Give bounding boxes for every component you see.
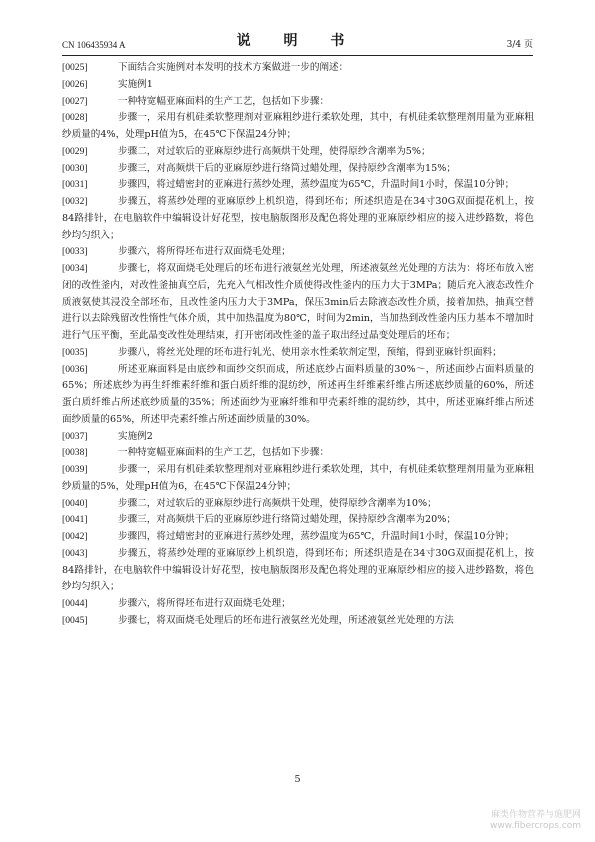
doc-number: CN 106435934 A xyxy=(62,40,126,50)
page-info: 3/4 页 xyxy=(506,40,533,50)
paragraph-text: 一种特宽幅亚麻面料的生产工艺，包括如下步骤： xyxy=(118,447,330,459)
paragraph-number: [0039] xyxy=(62,464,88,475)
paragraph-text: 步骤三，对高频烘干后的亚麻原纱进行络筒过蜡处理，保持原纱含潮率为15%； xyxy=(118,162,456,174)
paragraph-number: [0040] xyxy=(62,497,88,509)
paragraph xyxy=(62,77,534,94)
paragraph-number: [0034] xyxy=(62,263,88,274)
paragraph xyxy=(62,60,534,77)
paragraph xyxy=(62,345,534,362)
paragraph-text: 步骤五，将蒸纱处理的亚麻原纱上机织造，得到坯布；所述织造是在34寸30G双面提花机上，按84路排针，在电脑软件中编辑设计好花型，按电脑版图形及配色将处理的亚麻原纱相应的接入进纱路数，将色纱均匀织入； xyxy=(62,547,534,593)
paragraph xyxy=(62,496,534,513)
paragraph-text: 步骤三，对高频烘干后的亚麻原纱进行络筒过蜡处理，保持原纱含潮率为20%； xyxy=(118,514,456,526)
paragraph-number: [0035] xyxy=(62,346,88,358)
paragraph-text: 步骤二，对过软后的亚麻原纱进行高频烘干处理，使得原纱含潮率为5%； xyxy=(118,145,431,157)
paragraph-number: [0028] xyxy=(62,112,88,124)
watermark xyxy=(490,810,581,832)
paragraph-number: [0037] xyxy=(62,430,88,442)
paragraph-text: 步骤四，将过蜡密封的亚麻进行蒸纱处理，蒸纱温度为65℃，升温时间1小时，保温10分钟； xyxy=(118,179,515,191)
paragraph-text: 实施例1 xyxy=(118,78,153,90)
watermark-url: www.fibercrops.com xyxy=(490,821,581,831)
header-divider xyxy=(62,55,533,56)
paragraph-text: 步骤四，将过蜡密封的亚麻进行蒸纱处理，蒸纱温度为65℃，升温时间1小时，保温10分钟； xyxy=(118,531,515,542)
paragraph xyxy=(62,144,534,161)
paragraph xyxy=(62,244,534,261)
page-number: 5 xyxy=(294,774,301,785)
paragraph xyxy=(62,546,534,596)
paragraph-text: 下面结合实施例对本发明的技术方案做进一步的阐述： xyxy=(118,62,349,73)
paragraph xyxy=(62,362,534,429)
paragraph xyxy=(62,462,534,496)
paragraph xyxy=(62,596,534,613)
paragraph-number: [0031] xyxy=(62,179,88,191)
paragraph-text: 步骤六，将所得坯布进行双面烧毛处理； xyxy=(118,598,291,609)
document-body xyxy=(62,60,534,630)
paragraph-text: 步骤七，将双面烧毛处理后的坯布进行液氨丝光处理，所述液氨丝光处理的方法为：将坯布放入密闭的改性釜内，对改性釜抽真空后，先充入气相改性介质使得改性釜内的压力大于3MPa；随后充入液态改性介质液氨使其浸没全部坯布，且改性釜内压力大于3MPa，保压3min后去除液态改性介质，接着加热，抽真空替进行以去除残留改性惰性气体介质，其中加热温度为80℃，时间为2min，当加热到改性釜内压力基本不增加时进行气压平衡，至此晶变改性处理结束，打开密闭改性釜的盖子取出经过晶变处理后的坯布； xyxy=(62,263,534,341)
paragraph xyxy=(62,177,534,194)
paragraph-number: [0036] xyxy=(62,363,88,375)
paragraph-text: 步骤八，将丝光处理的坯布进行轧光、使用亲水性柔软剂定型，预缩，得到亚麻针织面料； xyxy=(118,346,502,358)
paragraph-number: [0025] xyxy=(62,62,88,73)
paragraph xyxy=(62,613,534,630)
doc-title: 说 明 书 xyxy=(236,33,359,49)
paragraph-number: [0045] xyxy=(62,614,88,626)
paragraph-text: 步骤六，将所得坯布进行双面烧毛处理； xyxy=(118,246,291,258)
paragraph-number: [0043] xyxy=(62,547,88,559)
paragraph-number: [0041] xyxy=(62,514,88,526)
paragraph-number: [0038] xyxy=(62,447,88,459)
paragraph-number: [0033] xyxy=(62,246,88,258)
paragraph xyxy=(62,94,534,111)
paragraph-number: [0032] xyxy=(62,196,88,207)
paragraph-number: [0042] xyxy=(62,531,88,542)
paragraph-text: 一种特宽幅亚麻面料的生产工艺，包括如下步骤： xyxy=(118,95,330,107)
paragraph xyxy=(62,512,534,529)
paragraph-number: [0027] xyxy=(62,95,88,107)
paragraph xyxy=(62,110,534,144)
watermark-site-name: 麻类作物营养与施肥网 xyxy=(490,810,581,820)
paragraph xyxy=(62,429,534,446)
paragraph-text: 实施例2 xyxy=(118,430,153,442)
paragraph-text: 所述亚麻面料是由底纱和面纱交织而成，所述底纱占面料质量的30%～，所述面纱占面料质量的65%；所述底纱为再生纤维素纤维和蛋白质纤维的混纺纱，所述再生纤维素纤维占所述底纱质量的60%，所述蛋白质纤维占所述底纱质量的35%；所述面纱为亚麻纤维和甲壳素纤维的混纺纱，其中，所述亚麻纤维占所述面纱质量的65%，所述甲壳素纤维占所述面纱质量的30%。 xyxy=(62,363,534,425)
paragraph-number: [0030] xyxy=(62,162,88,174)
paragraph-text: 步骤一，采用有机硅柔软整理剂对亚麻粗纱进行柔软处理，其中，有机硅柔软整理剂用量为亚麻粗纱质量的4%，处理pH值为5，在45℃下保温24分钟； xyxy=(62,112,534,140)
paragraph-text: 步骤一，采用有机硅柔软整理剂对亚麻粗纱进行柔软处理，其中，有机硅柔软整理剂用量为亚麻粗纱质量的5%，处理pH值为6，在45℃下保温24分钟； xyxy=(62,464,534,492)
paragraph xyxy=(62,529,534,546)
paragraph-number: [0044] xyxy=(62,598,88,609)
paragraph-text: 步骤五，将蒸纱处理的亚麻原纱上机织造，得到坯布；所述织造是在34寸30G双面提花机上，按84路排针，在电脑软件中编辑设计好花型，按电脑版图形及配色将处理的亚麻原纱相应的接入进纱路数，将色纱均匀织入； xyxy=(62,196,534,241)
paragraph xyxy=(62,445,534,462)
paragraph xyxy=(62,261,534,345)
paragraph-number: [0026] xyxy=(62,78,88,90)
paragraph xyxy=(62,194,534,244)
page-header xyxy=(62,33,533,52)
paragraph xyxy=(62,161,534,178)
paragraph-text: 步骤二，对过软后的亚麻原纱进行高频烘干处理，使得原纱含潮率为10%； xyxy=(118,497,437,509)
paragraph-text: 步骤七，将双面烧毛处理后的坯布进行液氨丝光处理，所述液氨丝光处理的方法 xyxy=(118,614,454,626)
paragraph-number: [0029] xyxy=(62,145,88,157)
